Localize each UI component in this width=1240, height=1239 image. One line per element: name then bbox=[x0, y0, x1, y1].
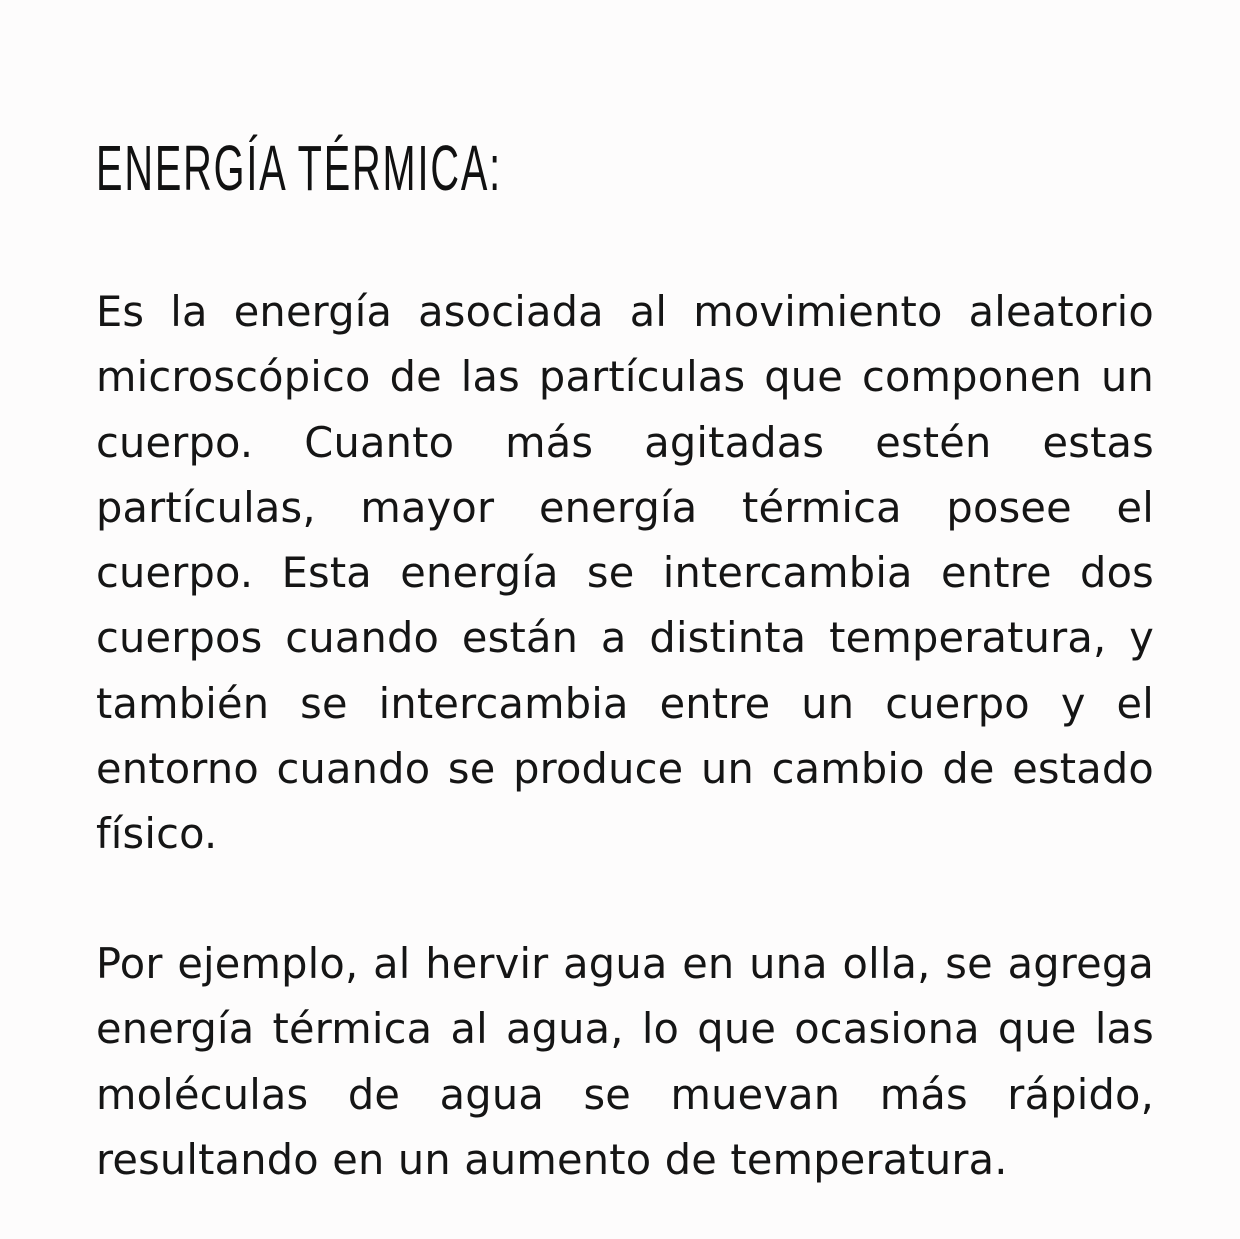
page-title: ENERGÍA TÉRMICA: bbox=[96, 132, 503, 204]
example-paragraph: Por ejemplo, al hervir agua en una olla, se agrega energía térmica al agua, lo que ocasiona que las moléculas de agua se muevan más rápido, resultando en un aumento de temperatura. bbox=[96, 939, 1154, 1184]
definition-paragraph: Es la energía asociada al movimiento aleatorio microscópico de las partículas que componen un cuerpo. Cuanto más agitadas estén estas partículas, mayor energía térmica posee el cuerpo. Esta energía se intercambia entre dos cuerpos cuando están a distinta temperatura, y también se intercambia entre un cuerpo y el entorno cuando se produce un cambio de estado físico. bbox=[96, 287, 1154, 859]
